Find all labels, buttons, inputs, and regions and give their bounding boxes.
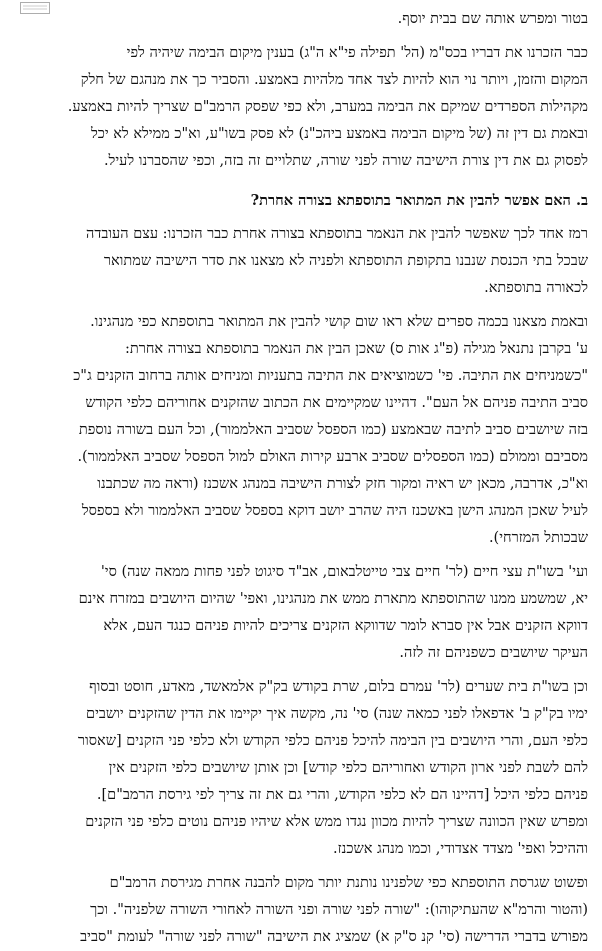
para-simple-reading [14,870,588,951]
text-line: דווקא הזקנים אבל אין סברא לומר שדווקא הזקנים צריכים להיות פניהם כנגד העם, אלא [103,618,588,634]
text-line: ופשוט שגרסת התוספתא כפי שלפנינו נותנת יותר מקום להבנה אחרת מגירסת הרמב"ם [109,875,588,891]
text-line: שבכותל המזרחי). [488,530,588,546]
text-line: ובאמת גם דין זה (של מיקום הבימה באמצע ביהכ"נ) לא פסק בשו"ע, וא"כ ממילא לא יכל [90,126,588,142]
para-korban-netanel [14,309,588,552]
text-line: רמז אחד לכך שאפשר להבין את הנאמר בתוספתא בצורה אחרת כבר הזכרנו: עצם העובדה [86,226,588,242]
text-line: בטור ומפרש אותה שם בבית יוסף. [397,11,588,27]
text-line: מקהילות הספרדים שמיקם את הבימה במערב, ולא כפי שפסק הרמב"ם שצריך להיות באמצע. [67,99,588,115]
watermark-logo [20,2,50,14]
text-line: שבכל בתי הכנסת שנבנו בתקופת התוספתא ולפניה לא מצאנו את סדר הישיבה שמתואר [103,253,588,269]
text-line: סביב התיבה פניהם אל העם". דהיינו שמקיימים את הכתוב שהזקנים אחוריהם כלפי הקודש [85,395,588,411]
para-kesef-mishne [14,40,588,175]
text-line: מסביבם וממולם (כמו הספסלים שסביב ארבע קירות האולם למול הספסל שסביב האלממור). [77,449,588,465]
para-atzei-chaim [14,559,588,667]
text-line: לכאורה בתוספתא. [484,280,588,296]
para-beit-shearim [14,674,588,863]
para-ramaz [14,221,588,302]
section-heading: ב. האם אפשר להבין את המתואר בתוספתא בצורה אחרת? [250,192,588,209]
text-line: כבר הזכרנו את דבריו בכס"מ (הל' תפילה פי"א ה"ג) בענין מיקום הבימה שיהיה לפי [126,45,588,61]
para-intro [14,6,588,33]
text-line: ועי' בשו"ת עצי חיים (לר' חיים צבי טייטלבאום, אב"ד סיגוט לפני פחות ממאה שנה) סי' [100,564,588,580]
text-line: ע' בקרבן נתנאל מגילה (פ"ג אות ס) שאכן הבין את הנאמר בתוספתא בצורה אחרת: [124,341,588,357]
text-line: ומפרש שאין הכוונה שצריך להיות מכוון נגדו ממש אלא שיהיו פניהם נוטים כלפי פני הזקנים [85,814,588,830]
text-line: בזה שיושבים סביב לתיבה שבאמצע (כמו הספסל שסביב האלממור), וכל העם בשורה נוספת [78,422,588,438]
text-line: ימיו בק"ק ב' אדפאלו לפני כמאה שנה) סי' נה, מקשה איך יקיימו את הדין שהזקנים יושבים [86,706,588,722]
text-line: ובאמת מצאנו בכמה ספרים שלא ראו שום קושי להבין את המתואר בתוספתא כפי מנהגינו. [90,314,588,330]
text-line: וההיכל ואפי' מצדד אצדודי, וכמו מנהג אשכנז. [333,841,588,857]
text-line: פניהם כלפי היכל [דהיינו הם לא כלפי הקודש, והרי גם את זה צריך לפי גירסת הרמב"ם]. [96,787,588,803]
text-line: מפורש בדברי הדרישה (סי' קנ ס"ק א) שמציג את הישיבה "שורה לפני שורה" לעומת "סביב [80,929,588,945]
text-line: (והטור והרמ"א שהעתיקוהו): "שורה לפני שורה ופני השורה לאחורי השורה שלפניה". וכך [90,902,588,918]
text-line: וא"כ, אדרבה, מכאן יש ראיה ומקור חזק לצורת הישיבה במנהג אשכנז (וראה מה שכתבנו [97,476,588,492]
text-line: העיקר שיושבים כשפניהם זה לזה. [399,645,588,661]
text-line: להם לשבת לפני ארון הקודש ואחוריהם כלפי קודש] וכן אותן שיושבים כלפי הזקנים אין [108,760,588,776]
text-line: לעיל שאכן המנהג הישן באשכנז היה שהרב יושב דוקא בספסל שסביב האלממור ולא בספסל [81,503,588,519]
text-line: המקום והזמן, ויותר נוי הוא להיות לצד אחד מלהיות באמצע. והסביר כך את מנהגם של חלק [80,72,588,88]
text-line: יא, שמשמע ממנו שהתוספתא מתארת ממש את מנהגינו, ואפי' שהיום היושבים במזרח אינם [78,591,588,607]
text-line: כלפי העם, והרי היושבים בין הבימה להיכל פניהם כלפי הקודש ולא כלפי פני הזקנים [שאסור [77,733,588,749]
text-line: וכן בשו"ת בית שערים (לר' עמרם בלום, שרת בקודש בק"ק אלמאשד, מאדע, חוסט ובסוף [89,679,588,695]
text-line: "כשמניחים את התיבה. פי' כשמוציאים את התיבה בתעניות ומניחים אותה ברחוב הזקנים ג"כ [73,368,588,384]
text-line: לפסוק גם את דין צורת הישיבה שורה לפני שורה, שתלויים זה בזה, וכפי שהסברנו לעיל. [103,153,588,169]
